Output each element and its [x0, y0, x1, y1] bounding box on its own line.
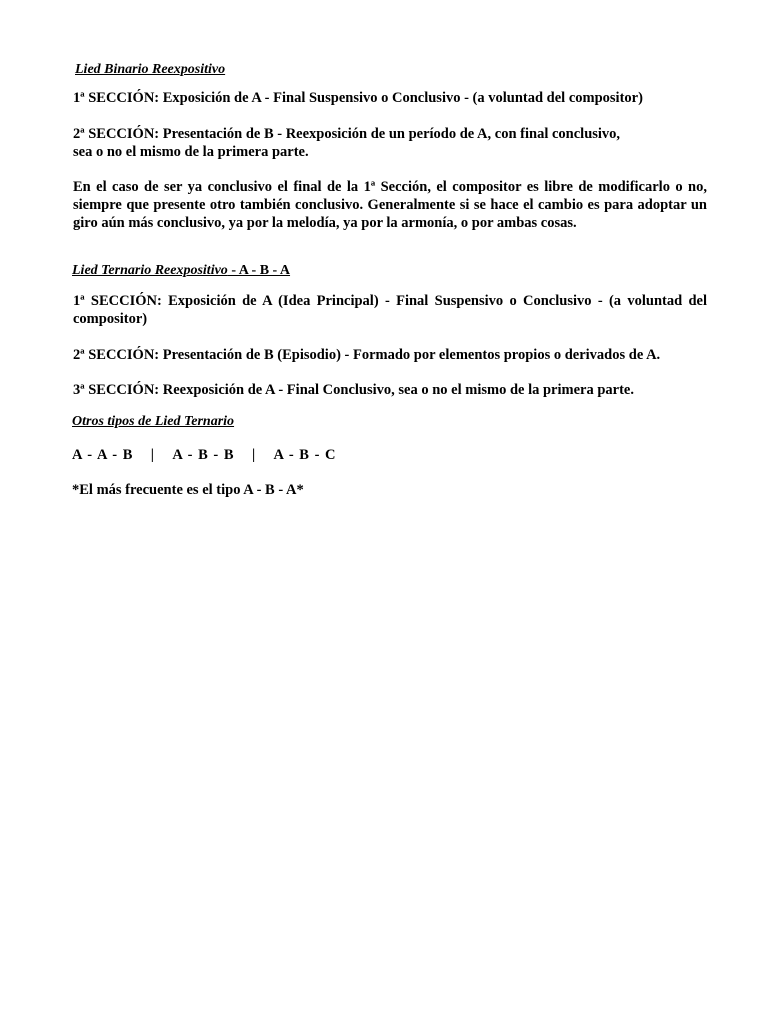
otros-note: *El más frecuente es el tipo A - B - A* [72, 482, 304, 498]
form-3: A - B - C [273, 447, 336, 463]
otros-title: Otros tipos de Lied Ternario [72, 414, 235, 429]
ternario-section-2: 2ª SECCIÓN: Presentación de B (Episodio) - Formado por elementos propios o derivados de A. [73, 347, 661, 363]
form-separator: | [150, 447, 154, 463]
binario-note-paragraph: En el caso de ser ya conclusivo el final de la 1ª Sección, el compositor es libre de modificarlo o no, siempre que presente otro también conclusivo. Generalmente si se hace el cambio es para adoptar un giro aún más conclusivo, ya por la melodía, ya por la armonía, o por ambas cosas. [73, 179, 707, 231]
ternario-title-text: Lied Ternario Reexpositivo [72, 263, 228, 278]
ternario-section-1: 1ª SECCIÓN: Exposición de A (Idea Principal) - Final Suspensivo o Conclusivo - (a voluntad del compositor) [73, 293, 707, 327]
binario-section-2-line-2: sea o no el mismo de la primera parte. [73, 144, 309, 160]
binario-title: Lied Binario Reexpositivo [75, 62, 226, 77]
ternario-title [72, 262, 290, 280]
binario-section-2-line-1: 2ª SECCIÓN: Presentación de B - Reexposición de un período de A, con final conclusivo, [73, 126, 621, 142]
form-separator: | [251, 447, 256, 463]
form-2: A - B - B [172, 447, 234, 463]
ternario-title-suffix: - A - B - A [227, 263, 291, 278]
otros-forms-row [72, 446, 336, 464]
form-1: A - A - B [72, 447, 133, 463]
binario-section-1: 1ª SECCIÓN: Exposición de A - Final Suspensivo o Conclusivo - (a voluntad del compositor) [73, 90, 643, 106]
ternario-section-3: 3ª SECCIÓN: Reexposición de A - Final Conclusivo, sea o no el mismo de la primera parte. [73, 382, 634, 398]
